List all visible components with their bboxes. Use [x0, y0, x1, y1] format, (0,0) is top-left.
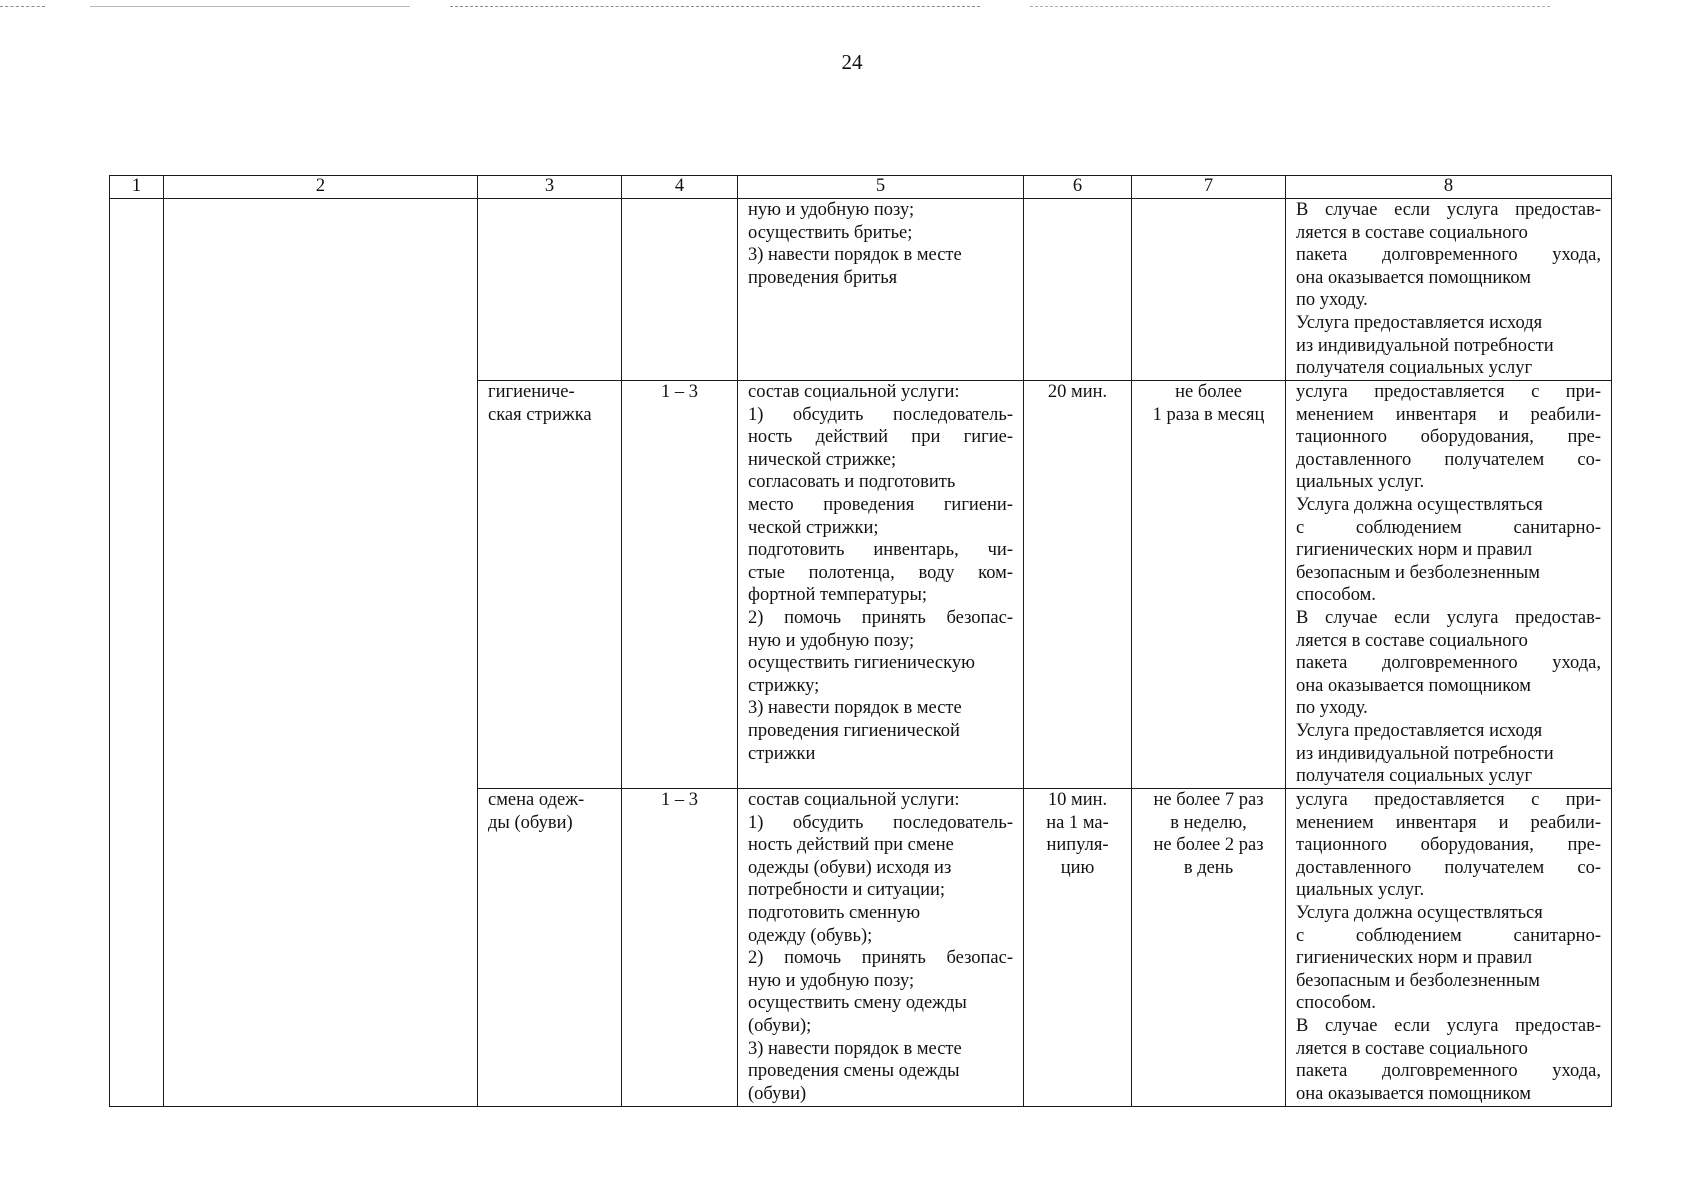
text-line: нипуля- [1046, 835, 1109, 856]
text-line: с соблюдением санитарно- [1296, 925, 1601, 946]
header-cell: 4 [622, 176, 738, 199]
text-line: осуществить гигиеническую [748, 653, 975, 674]
text-line: Услуга должна осуществляться [1296, 902, 1543, 923]
text-line: цию [1060, 857, 1095, 878]
text-line: гигиениче- [488, 382, 575, 402]
text-line: в неделю, [1170, 812, 1247, 833]
text-line: циальных услуг. [1296, 880, 1425, 901]
text-line: услуга предоставляется с при- [1296, 382, 1601, 402]
text-line: ность действий при смене [748, 835, 954, 856]
text-line: ды (обуви) [488, 812, 573, 833]
text-line: ляется в составе социального [1296, 1038, 1528, 1059]
text-line: Услуга предоставляется исходя [1296, 312, 1543, 333]
text-line: 1) обсудить последователь- [748, 812, 1013, 833]
text-line: она оказывается помощником [1296, 1083, 1531, 1104]
text-line: В случае если услуга предостав- [1296, 200, 1601, 220]
text-line: смена одеж- [488, 790, 585, 810]
text-line: проведения гигиенической [748, 720, 960, 741]
text-line: ную и удобную позу; [748, 200, 915, 220]
column-number-row [110, 176, 1612, 199]
text-line: ность действий при гигие- [748, 427, 1013, 448]
text-line: состав социальной услуги: [748, 790, 960, 810]
text-line: из индивидуальной потребности [1296, 743, 1554, 764]
text-line: 2) помочь принять безопас- [748, 948, 1013, 969]
text-line: тационного оборудования, пре- [1296, 835, 1601, 856]
text-line: из индивидуальной потребности [1296, 335, 1554, 356]
service-composition-cell [738, 789, 1024, 1107]
text-line: Услуга предоставляется исходя [1296, 720, 1543, 741]
scan-edge-line [90, 6, 410, 7]
service-rate-cell: 1 – 3 [622, 381, 738, 789]
text-line: 3) навести порядок в месте [748, 698, 962, 719]
service-rate-cell: 1 – 3 [622, 789, 738, 1107]
text-line: место проведения гигиени- [748, 494, 1013, 515]
text-line: безопасным и безболезненным [1296, 562, 1540, 583]
text-line: не более 2 раз [1153, 835, 1264, 856]
text-line: одежды (обуви) исходя из [748, 857, 952, 878]
text-line: менением инвентаря и реабили- [1296, 812, 1601, 833]
text-line: 2) помочь принять безопас- [748, 607, 1013, 628]
header-cell: 2 [164, 176, 478, 199]
text-line: безопасным и безболезненным [1296, 970, 1540, 991]
header-cell: 8 [1286, 176, 1612, 199]
text-line: проведения смены одежды [748, 1061, 960, 1082]
text-line: она оказывается помощником [1296, 267, 1531, 288]
text-line: 1 раза в месяц [1152, 404, 1265, 425]
text-line: проведения бритья [748, 267, 898, 288]
header-cell: 6 [1024, 176, 1132, 199]
page-number: 24 [841, 50, 863, 74]
text-line: состав социальной услуги: [748, 382, 960, 402]
text-line: пакета долговременного ухода, [1296, 653, 1601, 674]
service-conditions-cell [1286, 789, 1612, 1107]
col1-cell [110, 199, 164, 1107]
text-line: согласовать и подготовить [748, 472, 956, 493]
text-line: ская стрижка [488, 404, 592, 425]
text-line: стрижки [748, 743, 816, 764]
text-line: осуществить смену одежды [748, 993, 967, 1014]
text-line: получателя социальных услуг [1296, 766, 1533, 787]
service-duration-cell [1024, 789, 1132, 1107]
text-line: потребности и ситуации; [748, 880, 946, 901]
text-line: подготовить сменную [748, 902, 921, 923]
text-line: подготовить инвентарь, чи- [748, 540, 1013, 561]
text-line: пакета долговременного ухода, [1296, 1061, 1601, 1082]
text-line: пакета долговременного ухода, [1296, 245, 1601, 266]
text-line: одежду (обувь); [748, 925, 873, 946]
service-frequency-cell [1132, 199, 1286, 381]
text-line: ляется в составе социального [1296, 222, 1528, 243]
service-frequency-cell [1132, 789, 1286, 1107]
text-line: ную и удобную позу; [748, 630, 915, 651]
header-cell: 1 [110, 176, 164, 199]
text-line: получателя социальных услуг [1296, 358, 1533, 379]
text-line: не более 7 раз [1153, 790, 1264, 810]
service-duration-cell [1024, 381, 1132, 789]
text-line: доставленного получателем со- [1296, 449, 1601, 470]
text-line: Услуга должна осуществляться [1296, 494, 1543, 515]
text-line: осуществить бритье; [748, 222, 913, 243]
text-line: гигиенических норм и правил [1296, 948, 1533, 969]
text-line: 3) навести порядок в месте [748, 245, 962, 266]
text-line: 10 мин. [1047, 790, 1108, 810]
text-line: по уходу. [1296, 290, 1368, 311]
service-conditions-cell [1286, 199, 1612, 381]
services-table [109, 175, 1612, 1107]
text-line: стые полотенца, воду ком- [748, 562, 1013, 583]
text-line: услуга предоставляется с при- [1296, 790, 1601, 810]
text-line: В случае если услуга предостав- [1296, 1015, 1601, 1036]
service-frequency-cell [1132, 381, 1286, 789]
text-line: менением инвентаря и реабили- [1296, 404, 1601, 425]
text-line: стрижку; [748, 675, 820, 696]
text-line: не более [1175, 382, 1242, 402]
text-line: 3) навести порядок в месте [748, 1038, 962, 1059]
text-line: с соблюдением санитарно- [1296, 517, 1601, 538]
text-line: ную и удобную позу; [748, 970, 915, 991]
col2-cell [164, 199, 478, 1107]
text-line: способом. [1296, 585, 1376, 606]
service-rate-cell [622, 199, 738, 381]
table-row [110, 199, 1612, 381]
service-conditions-cell [1286, 381, 1612, 789]
text-line: 20 мин. [1047, 382, 1108, 402]
text-line: В случае если услуга предостав- [1296, 607, 1601, 628]
header-cell: 5 [738, 176, 1024, 199]
text-line: (обуви); [748, 1015, 812, 1036]
service-composition-cell [738, 199, 1024, 381]
text-line: она оказывается помощником [1296, 675, 1531, 696]
service-name-cell [478, 381, 622, 789]
text-line: гигиенических норм и правил [1296, 540, 1533, 561]
text-line: в день [1183, 857, 1234, 878]
text-line: тационного оборудования, пре- [1296, 427, 1601, 448]
text-line: нической стрижке; [748, 449, 897, 470]
text-line: фортной температуры; [748, 585, 928, 606]
text-line: циальных услуг. [1296, 472, 1425, 493]
header-cell: 7 [1132, 176, 1286, 199]
text-line: на 1 ма- [1046, 812, 1109, 833]
service-name-cell [478, 789, 622, 1107]
text-line: доставленного получателем со- [1296, 857, 1601, 878]
header-cell: 3 [478, 176, 622, 199]
text-line: 1) обсудить последователь- [748, 404, 1013, 425]
service-duration-cell [1024, 199, 1132, 381]
text-line: ляется в составе социального [1296, 630, 1528, 651]
scan-edge-line [450, 6, 980, 7]
text-line: ческой стрижки; [748, 517, 879, 538]
text-line: по уходу. [1296, 698, 1368, 719]
text-line: (обуви) [748, 1083, 807, 1104]
scan-edge-line [0, 6, 45, 7]
service-composition-cell [738, 381, 1024, 789]
scan-edge-line [1030, 6, 1550, 7]
text-line: способом. [1296, 993, 1376, 1014]
service-name-cell [478, 199, 622, 381]
